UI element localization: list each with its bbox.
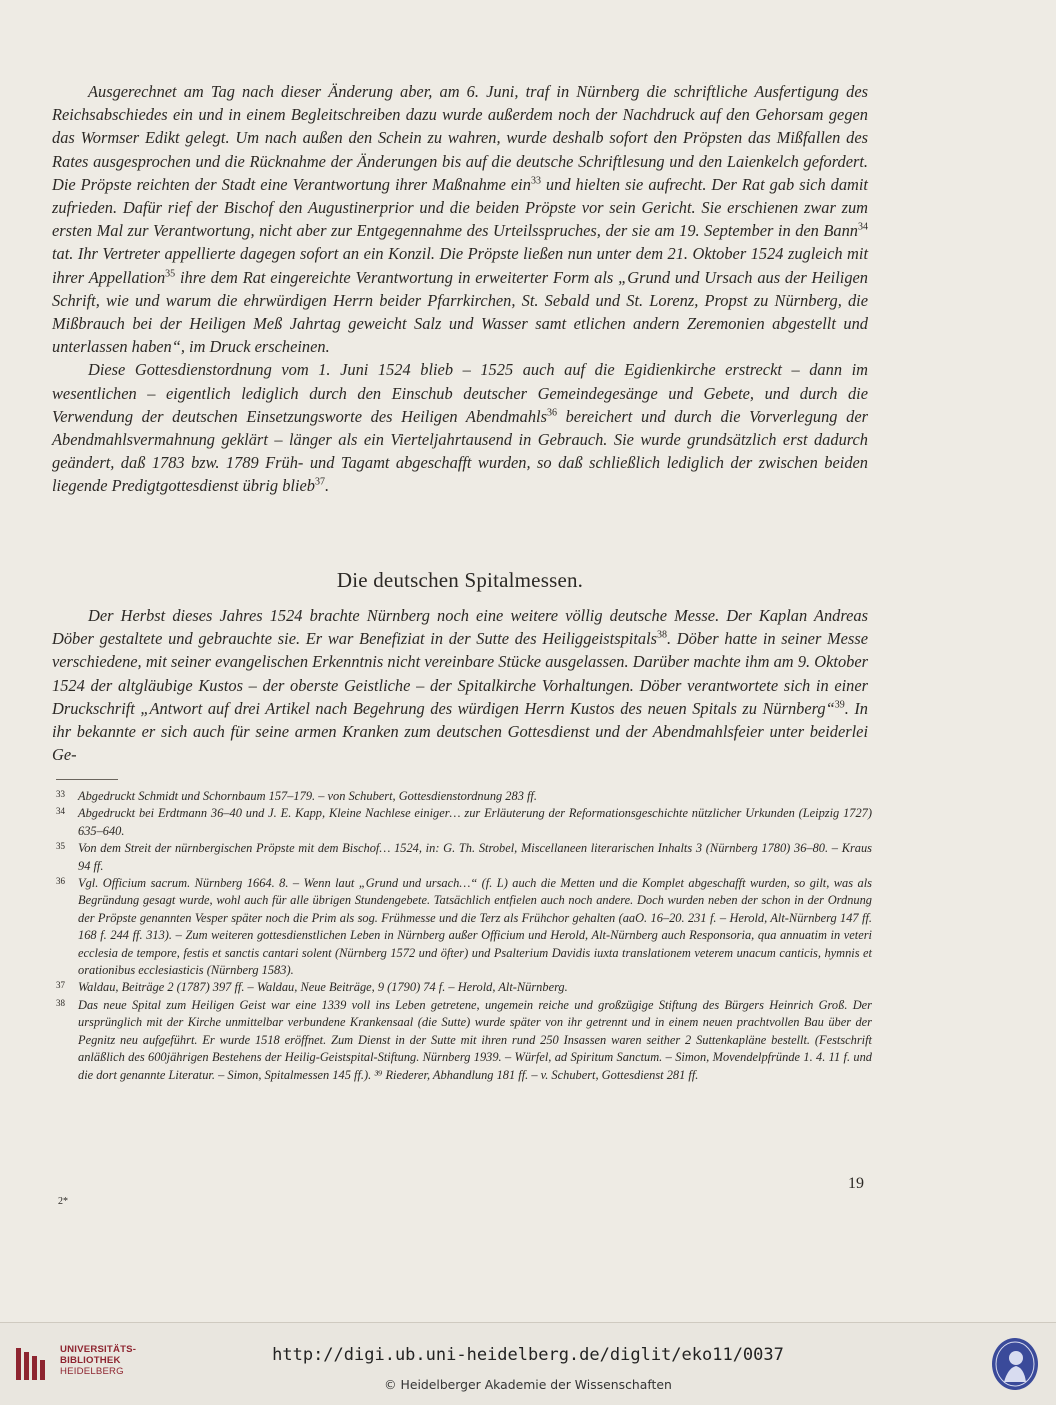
- page-number: 19: [848, 1175, 864, 1192]
- paragraph-text: Der Herbst dieses Jahres 1524 brachte Nürnberg noch eine weitere völlig deutsche Messe. Der Kaplan Andreas Döber gestaltete und gebrauchte sie. Er war Benefiziat in der Sutte des Heiliggeistspitals: [52, 606, 868, 649]
- footnotes: [56, 788, 872, 1084]
- paragraph-text: und hielten sie aufrecht. Der Rat gab sich damit zufrieden. Dafür rief der Bischof den Augustinerprior und die beiden Pröpste vor sein Gericht. Sie erschienen zwar zum ersten Mal zur Verantwortung, nicht aber zur Entgegennahme des Urteilsspruches, der sie am 19. September in den Bann: [52, 174, 868, 241]
- footnote-number: 34: [56, 806, 65, 817]
- section-heading: Die deutschen Spitalmessen.: [336, 568, 584, 592]
- paragraph-1: [52, 80, 868, 358]
- footnote-ref-37[interactable]: 37: [314, 476, 325, 488]
- footnote-ref-35[interactable]: 35: [165, 268, 176, 280]
- paragraph-text: tat. Ihr Vertreter appellierte dagegen sofort an ein Konzil. Die Pröpste ließen nun unter dem 21. Oktober 1524 zugleich mit ihrer Appellation: [52, 244, 868, 287]
- footnote-ref-33[interactable]: 33: [530, 175, 541, 187]
- footnote-35: [56, 840, 872, 875]
- footnote-38: [56, 997, 872, 1084]
- logo-line: BIBLIOTHEK: [60, 1355, 121, 1366]
- footnote-ref-39[interactable]: 39: [834, 699, 845, 711]
- footnote-number: 35: [56, 841, 65, 852]
- footnote-number: 38: [56, 997, 65, 1008]
- footnote-33: [56, 788, 872, 805]
- footnote-number: 33: [56, 789, 65, 799]
- footnote-number: 36: [56, 876, 65, 887]
- footnote-ref-34[interactable]: 34: [858, 221, 868, 233]
- paragraph-text: Ausgerechnet am Tag nach dieser Änderung aber, am 6. Juni, traf in Nürnberg die schriftliche Ausfertigung des Reichsabschiedes ein und in einem Begleitschreiben dazu wurde außerdem noch der Nachdruck auf den Gehorsam gegen das Wormser Edikt gelegt. Um nach außen den Schein zu wahren, wurde deshalb sofort den Pröpsten das Mißfallen des Rates ausgesprochen und die Rücknahme der Änderungen bis auf die deutsche Schriftlesung und den Laienkelch gefordert. Die Pröpste reichten der Stadt eine Verantwortung ihrer Maßnahme ein: [52, 82, 868, 194]
- footnote-text: Von dem Streit der nürnbergischen Pröpste mit dem Bischof… 1524, in: G. Th. Strobel, Miscellaneen literarischen Inhalts 3 (Nürnberg 1780) 36–80. – Kraus 94 ff.: [78, 841, 872, 873]
- footnote-text: Abgedruckt Schmidt und Schornbaum 157–179. – von Schubert, Gottesdienstordnung 283 ff.: [78, 789, 537, 803]
- sheet-signature: 2*: [58, 1196, 68, 1207]
- body-text: [52, 80, 868, 498]
- section-text: [52, 604, 868, 766]
- logo-line: HEIDELBERG: [60, 1366, 124, 1377]
- academy-seal-icon[interactable]: [990, 1336, 1040, 1392]
- paragraph-text: . Döber hatte in seiner Messe verschiedene, mit seiner evangelischen Erkenntnis nicht vereinbare Stücke ausgelassen. Darüber machte ihm am 9. Oktober 1524 der altgläubige Kustos – der oberste Geistliche – der Spitalkirche Vorhaltungen. Döber verantwortete sich in einer Druckschrift „Antwort auf drei Artikel nach Begehrung des würdigen Herrn Kustos des neuen Spitals zu Nürnberg“: [52, 629, 868, 718]
- footnote-37: [56, 979, 872, 996]
- permalink-url[interactable]: http://digi.ub.uni-heidelberg.de/diglit/eko11/0037: [272, 1345, 784, 1365]
- footnote-text: Waldau, Beiträge 2 (1787) 397 ff. – Waldau, Neue Beiträge, 9 (1790) 74 f. – Herold, Alt-Nürnberg.: [78, 980, 568, 995]
- footnote-36: [56, 875, 872, 979]
- footnote-34: [56, 805, 872, 840]
- paragraph-text: ihre dem Rat eingereichte Verantwortung in erweiterter Form als „Grund und Ursach aus der Heiligen Schrift, wie und warum die ehrwürdigen Herrn beider Pfarrkirchen, St. Sebald und St. Lorenz, Propst zu Nürnberg, die Mißbrauch bei der Heiligen Meß Jahrtag geweicht Salz und Wasser samt etlichen andern Zeremonien abgestellt und unterlassen haben“, im Druck erscheinen.: [52, 267, 869, 357]
- paragraph-text: .: [324, 476, 330, 496]
- paragraph-2: [52, 358, 868, 497]
- footnote-ref-38[interactable]: 38: [657, 629, 668, 641]
- paragraph-text: bereichert und durch die Vorverlegung der Abendmahlsvermahnung geklärt – länger als ein Vierteljahrtausend in Gebrauch. Sie wurde grundsätzlich erst dadurch geändert, daß 1783 bzw. 1789 Früh- und Tagamt abgeschafft wurden, so daß schließlich lediglich der zwischen beiden liegende Predigtgottesdienst übrig blieb: [52, 406, 868, 496]
- footnote-text: Vgl. Officium sacrum. Nürnberg 1664. 8. – Wenn laut „Grund und ursach…“ (f. L) auch die Metten und die Komplet abgeschafft wurden, so gilt, was als Begründung gesagt wurde, wohl auch für alle übrigen Stundengebete. Tatsächlich entfielen auch noch andere. Doch wurden neben der schon in der Ordnung der Pröpste genannten Vesper später noch die Prim als sog. Frühmesse und die Terz als Frühchor gehalten (aaO. 16–20. 231 f. – Herold, Alt-Nürnberg 147 ff. 168 f. 244 ff. 313). – Zum weiteren gottesdienstlichen Leben in Nürnberg außer Officium und Herold, Alt-Nürnberg auch Responsoria, qua annuatim in veteri ecclesia de tempore, festis et sanctis cantari solent (Nürnberg 1572 und öfter) und Psalterium Davidis iuxta translationem veterem unacum canticis, hymnis et orationibus ecclesiasticis (Nürnberg 1583).: [78, 876, 872, 978]
- footnote-ref-36[interactable]: 36: [546, 407, 557, 419]
- footnote-text: Das neue Spital zum Heiligen Geist war eine 1339 voll ins Leben getretene, ungemein reiche und großzügige Stiftung des Bürgers Heinrich Groß. Der ursprünglich mit der Kirche unmittelbar verbundene Krankensaal (die Sutte) wurde später von ihr getrennt und in einem neuen prachtvollen Bau über der Pegnitz neu aufgeführt. Er wurde 1518 eröffnet. Zum Dienst in der Sutte mit ihren rund 250 Insassen waren seither 2 Suttenkapläne bestellt. (Festschrift anläßlich des 600jährigen Bestehens der Heilig-Geistspital-Stiftung. Nürnberg 1939. – Würfel, ad Spiritum Sanctum. – Simon, Movendelpfründe 1. 4. 11 f. und die dort genannte Literatur. – Simon, Spitalmessen 145 ff.). ³⁹ Riederer, Abhandlung 181 ff. – v. Schubert, Gottesdienst 281 ff.: [78, 997, 872, 1082]
- paragraph-text: . In ihr bekannte er sich auch für seine armen Kranken zum deutschen Gottesdienst und der Abendmahlsfeier unter beiderlei Ge-: [52, 698, 868, 765]
- paragraph-text: Diese Gottesdienstordnung vom 1. Juni 1524 blieb – 1525 auch auf die Egidienkirche erstreckt – dann im wesentlichen – eigentlich lediglich durch den Einschub deutscher Gemeindegesänge und Gebete, und durch die Verwendung der deutschen Einsetzungsworte des Heiligen Abendmahls: [52, 360, 868, 426]
- footnote-number: 37: [56, 980, 65, 991]
- logo-line: UNIVERSITÄTS-: [60, 1344, 137, 1355]
- footnote-divider: [56, 779, 118, 780]
- footnote-text: Abgedruckt bei Erdtmann 36–40 und J. E. Kapp, Kleine Nachlese einiger… zur Erläuterung der Reformationsgeschichte nützlicher Urkunden (Leipzig 1727) 635–640.: [78, 806, 872, 838]
- copyright-notice: © Heidelberger Akademie der Wissenschaften: [384, 1377, 672, 1392]
- paragraph-3: [52, 604, 868, 766]
